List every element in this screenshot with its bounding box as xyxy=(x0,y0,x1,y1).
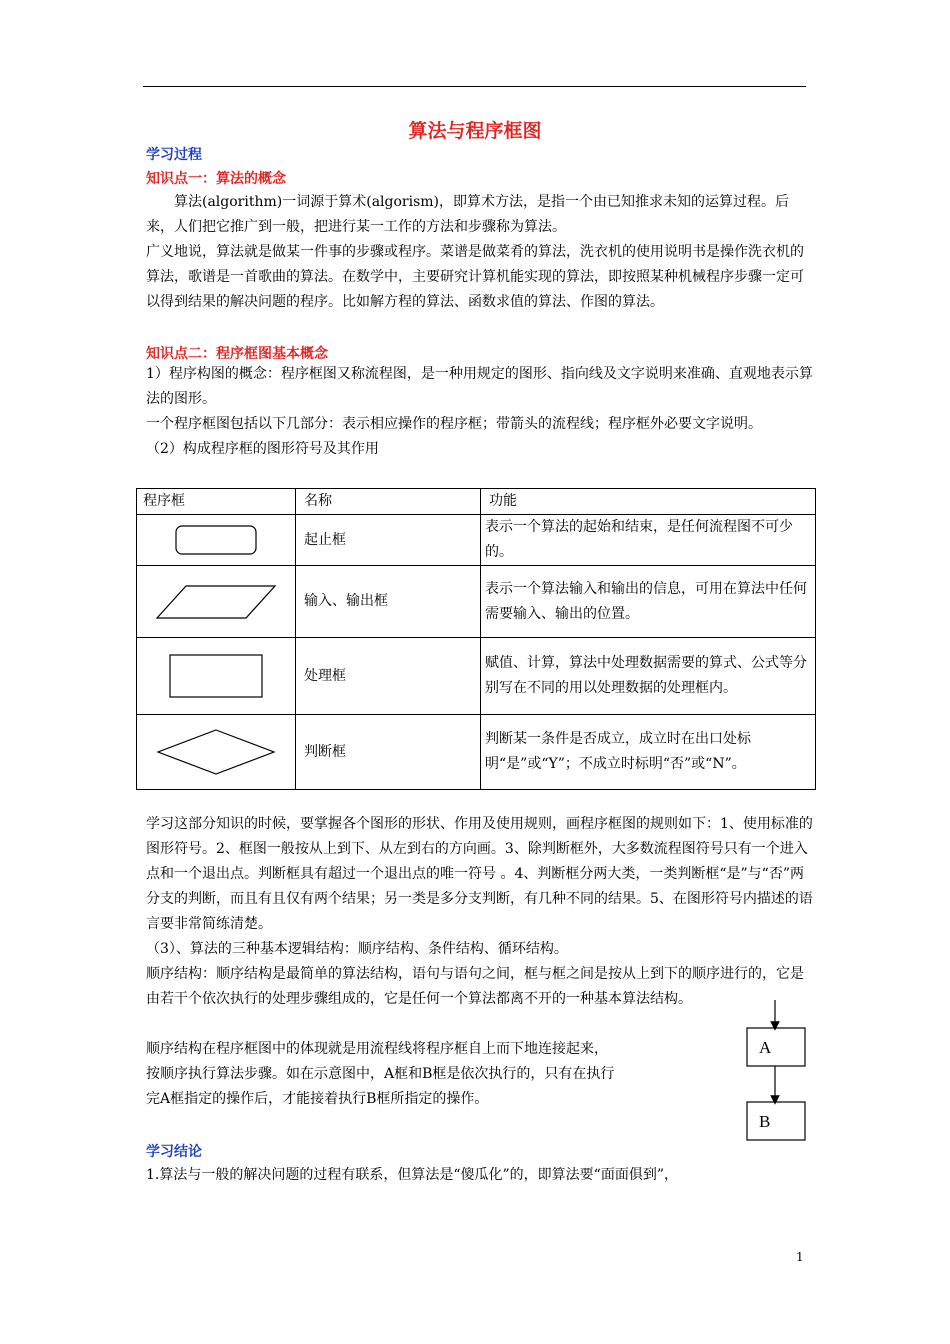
shape-function: 赋值、计算，算法中处理数据需要的算式、公式等分别写在不同的用以处理数据的处理框内。 xyxy=(481,638,816,715)
structures-paragraph: （3）、算法的三种基本逻辑结构：顺序结构、条件结构、循环结构。 xyxy=(146,941,568,957)
section-heading-learning: 学习过程 xyxy=(146,147,202,163)
sequence-paragraph-1: 顺序结构：顺序结构是最简单的算法结构，语句与语句之间，框与框之间是按从上到下的顺序进行的，它是由若干个依次执行的处理步骤组成的，它是任何一个算法都离不开的一种基本算法结构。 xyxy=(146,966,804,1007)
table-row xyxy=(137,638,816,715)
table-header-cell: 程序框 xyxy=(137,489,296,515)
shape-name: 处理框 xyxy=(296,638,481,715)
shape-cell xyxy=(137,515,296,566)
shape-cell xyxy=(137,638,296,715)
conclusion-heading: 学习结论 xyxy=(146,1144,202,1160)
flow-box-a-label: A xyxy=(759,1038,772,1057)
flow-box-a xyxy=(747,1028,805,1066)
table-row xyxy=(137,715,816,790)
kp1-paragraph-2: 广义地说，算法就是做某一件事的步骤或程序。菜谱是做菜肴的算法，洗衣机的使用说明书是操作洗衣机的算法，歌谱是一首歌曲的算法。在数学中，主要研究计算机能实现的算法，即按照某种机械程序步骤一定可以得到结果的解决问题的程序。比如解方程的算法、函数求值的算法、作图的算法。 xyxy=(146,244,804,310)
rules-paragraph: 学习这部分知识的时候，要掌握各个图形的形状、作用及使用规则，画程序框图的规则如下：1、使用标准的图形符号。2、框图一般按从上到下、从左到右的方向画。3、除判断框外，大多数流程图符号只有一个进入点和一个退出点。判断框具有超过一个退出点的唯一符号 。4、判断框分两大类，一类判断框“是”与“否”两分支的判断，而且有且仅有两个结果；另一类是多分支判断，有几种不同的结果。5、在图形符号内描述的语言要非常简练清楚。 xyxy=(146,816,813,932)
kp2-paragraph-3: （2）构成程序框的图形符号及其作用 xyxy=(146,441,379,457)
shape-cell xyxy=(137,715,296,790)
shape-function: 表示一个算法的起始和结束，是任何流程图不可少的。 xyxy=(481,515,816,566)
terminal-shape-icon xyxy=(171,523,261,557)
decision-shape-icon xyxy=(154,727,278,777)
rules-body xyxy=(146,812,814,1012)
sequence-flowchart xyxy=(735,1000,815,1150)
shape-name: 判断框 xyxy=(296,715,481,790)
kp1-heading: 知识点一：算法的概念 xyxy=(146,171,286,187)
conclusion-paragraph-1: 1.算法与一般的解决问题的过程有联系，但算法是“傻瓜化”的，即算法要“面面俱到”， xyxy=(146,1167,678,1183)
table-header-row xyxy=(137,489,816,515)
kp1-body xyxy=(146,190,814,315)
kp2-paragraph-1: 1）程序构图的概念：程序框图又称流程图，是一种用规定的图形、指向线及文字说明来准确、直观地表示算法的图形。 xyxy=(146,366,813,407)
sequence-paragraph-2: 顺序结构在程序框图中的体现就是用流程线将程序框自上而下地连接起来，按顺序执行算法步骤。如在示意图中，A框和B框是依次执行的，只有在执行完A框指定的操作后，才能接着执行B框所指定的操作。 xyxy=(146,1041,615,1107)
kp2-body xyxy=(146,362,814,462)
process-shape-icon xyxy=(166,652,266,700)
table-row xyxy=(137,515,816,566)
page-title: 算法与程序框图 xyxy=(408,120,542,142)
shape-name: 输入、输出框 xyxy=(296,566,481,638)
kp2-heading: 知识点二：程序框图基本概念 xyxy=(146,346,328,362)
sequence-body xyxy=(146,1037,616,1112)
page-number: 1 xyxy=(796,1250,804,1264)
shape-cell xyxy=(137,566,296,638)
table-header-cell: 功能 xyxy=(481,489,816,515)
flow-box-b xyxy=(747,1102,805,1140)
header-rule xyxy=(143,86,806,87)
symbol-table xyxy=(136,488,816,790)
parallelogram-shape-icon xyxy=(151,582,281,622)
conclusion-body xyxy=(146,1163,814,1188)
flow-box-b-label: B xyxy=(759,1112,771,1131)
kp2-paragraph-2: 一个程序框图包括以下几部分：表示相应操作的程序框；带箭头的流程线；程序框外必要文字说明。 xyxy=(146,416,762,432)
kp1-paragraph-1: 算法(algorithm)一词源于算术(algorism)，即算术方法，是指一个由已知推求未知的运算过程。后来，人们把它推广到一般，把进行某一工作的方法和步骤称为算法。 xyxy=(146,194,789,235)
table-row xyxy=(137,566,816,638)
shape-function: 判断某一条件是否成立，成立时在出口处标明“是”或“Y”；不成立时标明“否”或“N”。 xyxy=(481,715,816,790)
table-header-cell: 名称 xyxy=(296,489,481,515)
shape-function: 表示一个算法输入和输出的信息，可用在算法中任何需要输入、输出的位置。 xyxy=(481,566,816,638)
shape-name: 起止框 xyxy=(296,515,481,566)
